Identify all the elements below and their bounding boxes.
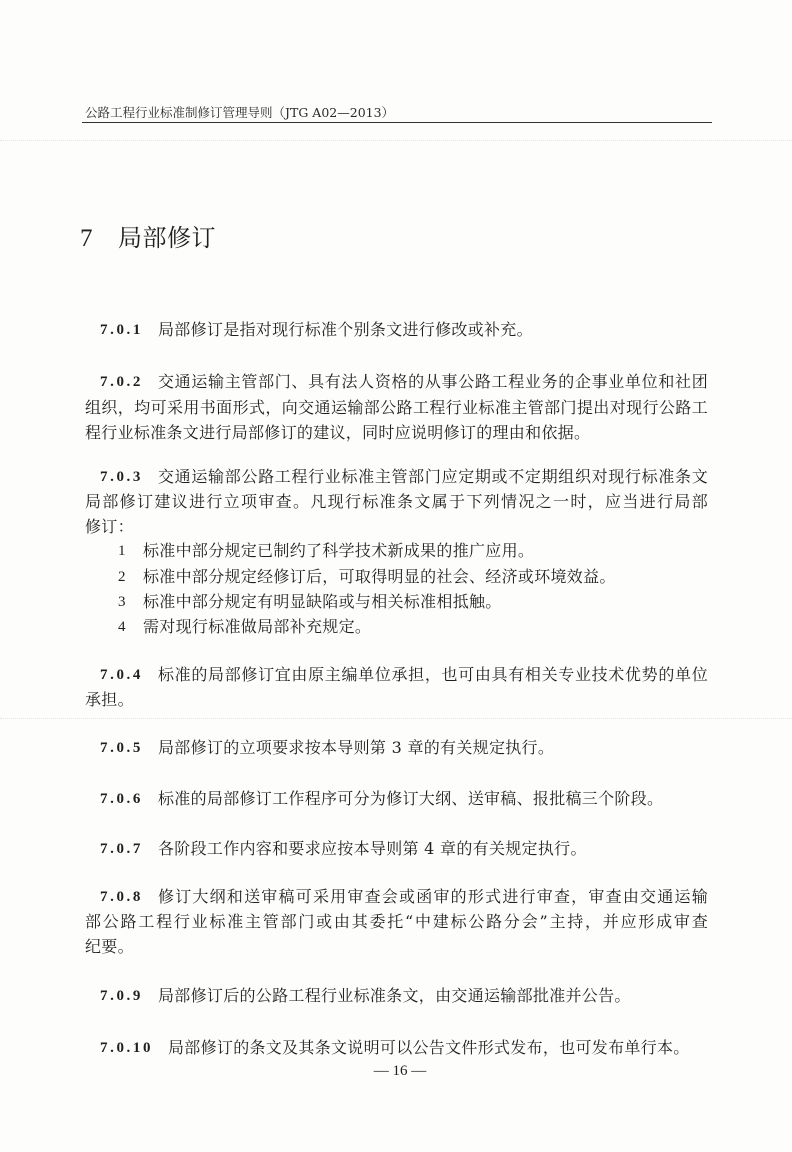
list-item-text: 标准中部分规定有明显缺陷或与相关标准相抵触。 — [143, 592, 502, 611]
page-number: — 16 — — [373, 1063, 427, 1079]
clause-number: 7.0.9 — [100, 988, 143, 1004]
clause-text-line: 标准的局部修订宜由原主编单位承担，也可由具有相关专业技术优势的单位 — [158, 665, 708, 684]
running-header: 公路工程行业标准制修订管理导则（JTG A02—2013） — [85, 105, 395, 120]
clause-first-line — [100, 885, 708, 909]
list-item-number: 3 — [118, 594, 126, 610]
scan-noise-line — [0, 140, 792, 141]
list-item-number: 4 — [118, 619, 126, 635]
clause-text-line: 各阶段工作内容和要求应按本导则第 4 章的有关规定执行。 — [158, 839, 587, 858]
list-item-text: 需对现行标准做局部补充规定。 — [143, 617, 372, 636]
clause-first-line — [100, 1036, 708, 1060]
clause-first-line — [100, 837, 708, 861]
clause-first-line — [100, 736, 708, 760]
clause-number: 7.0.8 — [100, 889, 143, 905]
chapter-heading — [80, 222, 216, 254]
chapter-title: 局部修订 — [118, 224, 216, 252]
clause-text-line: 局部修订的立项要求按本导则第 3 章的有关规定执行。 — [158, 738, 555, 757]
clause-number: 7.0.6 — [100, 791, 143, 807]
list-item-number: 1 — [118, 543, 126, 559]
list-item — [115, 539, 708, 563]
clause-text-line: 部公路工程行业标准主管部门或由其委托“中建标公路分会”主持，并应形成审查 — [85, 912, 708, 931]
clause-text-line: 局部修订是指对现行标准个别条文进行修改或补充。 — [158, 320, 533, 339]
clause-number: 7.0.5 — [100, 740, 143, 756]
clause-text-line: 标准的局部修订工作程序可分为修订大纲、送审稿、报批稿三个阶段。 — [158, 789, 664, 808]
clause-first-line — [100, 663, 708, 687]
list-item — [115, 590, 708, 614]
clause-text-line: 交通运输部公路工程行业标准主管部门应定期或不定期组织对现行标准条文 — [158, 467, 708, 486]
clause-text-line: 局部修订后的公路工程行业标准条文，由交通运输部批准并公告。 — [158, 986, 631, 1005]
list-item-text: 标准中部分规定经修订后，可取得明显的社会、经济或环境效益。 — [143, 567, 616, 586]
clause-number: 7.0.4 — [100, 667, 143, 683]
list-item — [115, 615, 708, 639]
clause-number: 7.0.1 — [100, 322, 143, 338]
clause-first-line — [100, 370, 708, 394]
clause-text-line: 局部修订的条文及其条文说明可以公告文件形式发布，也可发布单行本。 — [168, 1038, 690, 1057]
clause-text-line: 修订： — [85, 517, 134, 536]
clause-first-line — [100, 465, 708, 489]
clause-text-line: 承担。 — [85, 690, 134, 709]
clause-number: 7.0.10 — [100, 1040, 154, 1056]
clause-number: 7.0.7 — [100, 841, 143, 857]
header-rule — [82, 122, 712, 123]
clause-first-line — [100, 984, 708, 1008]
clause-text-line: 局部修订建议进行立项审查。凡现行标准条文属于下列情况之一时，应当进行局部 — [85, 492, 708, 511]
list-item-text: 标准中部分规定已制约了科学技术新成果的推广应用。 — [143, 541, 535, 560]
clause-text-line: 程行业标准条文进行局部修订的建议，同时应说明修订的理由和依据。 — [85, 423, 591, 442]
clause-first-line — [100, 787, 708, 811]
clause-text-line: 组织，均可采用书面形式，向交通运输部公路工程行业标准主管部门提出对现行公路工 — [85, 398, 708, 417]
list-item — [115, 565, 708, 589]
list-item-number: 2 — [118, 569, 126, 585]
clause-text-line: 交通运输主管部门、具有法人资格的从事公路工程业务的企事业单位和社团 — [158, 372, 708, 391]
chapter-number: 7 — [80, 225, 93, 252]
clause-text-line: 纪要。 — [85, 937, 134, 956]
clause-first-line — [100, 318, 708, 342]
clause-number: 7.0.2 — [100, 374, 143, 390]
clause-text-line: 修订大纲和送审稿可采用审查会或函审的形式进行审查，审查由交通运输 — [158, 887, 708, 906]
clause-number: 7.0.3 — [100, 469, 143, 485]
scan-noise-line — [0, 718, 792, 719]
